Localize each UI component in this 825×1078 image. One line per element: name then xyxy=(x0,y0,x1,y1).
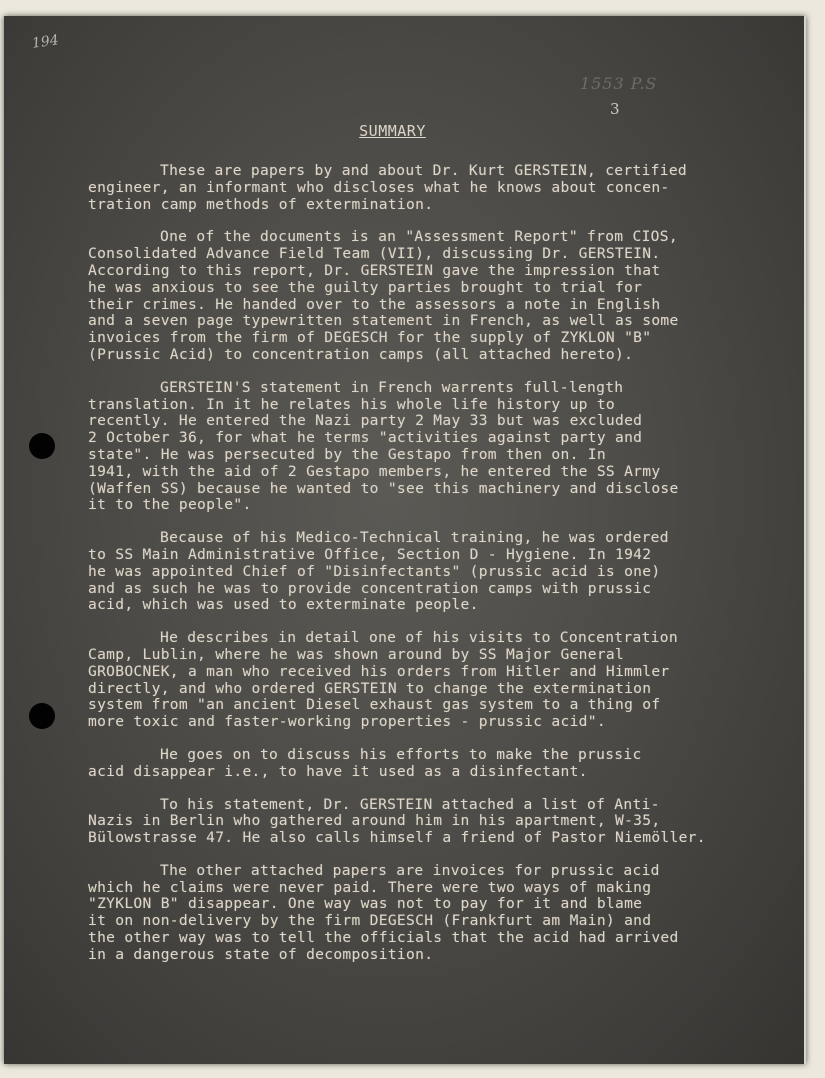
text-line: 1941, with the aid of 2 Gestapo members, he entered the SS Army xyxy=(88,462,661,480)
text-line: These are papers by and about Dr. Kurt GERSTEIN, certified xyxy=(160,162,687,179)
paragraph xyxy=(88,380,788,514)
text-line: He goes on to discuss his efforts to make the prussic xyxy=(160,745,642,763)
paragraph xyxy=(88,630,788,731)
text-line: invoices from the firm of DEGESCH for the supply of ZYKLON "B" xyxy=(88,329,652,347)
text-line: and a seven page typewritten statement in French, as well as some xyxy=(88,312,679,330)
text-line: he was anxious to see the guilty parties brought to trial for xyxy=(88,278,643,296)
text-line: acid, which was used to exterminate people. xyxy=(88,596,479,614)
text-line: to SS Main Administrative Office, Section D - Hygiene. In 1942 xyxy=(88,545,652,563)
text-line: He describes in detail one of his visits to Concentration xyxy=(160,629,678,647)
text-line: Camp, Lublin, where he was shown around by SS Major General xyxy=(88,645,625,663)
text-line: system from "an ancient Diesel exhaust gas system to a thing of xyxy=(88,696,661,714)
paragraph xyxy=(88,229,788,363)
paragraph xyxy=(88,863,788,964)
text-line: One of the documents is an "Assessment Report" from CIOS, xyxy=(160,228,678,246)
text-line: "ZYKLON B" disappear. One way was not to pay for it and blame xyxy=(88,895,643,913)
text-line: and as such he was to provide concentration camps with prussic xyxy=(88,579,652,597)
paragraph xyxy=(88,747,788,781)
text-line: According to this report, Dr. GERSTEIN gave the impression that xyxy=(88,261,661,279)
text-line: the other way was to tell the officials that the acid had arrived xyxy=(88,929,679,947)
text-line: it on non-delivery by the firm DEGESCH (Frankfurt am Main) and xyxy=(88,912,652,930)
text-line: which he claims were never paid. There were two ways of making xyxy=(88,878,652,896)
text-line: 2 October 36, for what he terms "activities against party and xyxy=(88,429,643,447)
punch-hole-lower xyxy=(29,703,55,729)
text-line: GERSTEIN'S statement in French warrents full-length xyxy=(160,378,624,396)
text-line: Nazis in Berlin who gathered around him in his apartment, W-35, xyxy=(88,812,661,830)
paragraph xyxy=(88,163,788,213)
margin-note: 194 xyxy=(31,32,60,52)
text-line: he was appointed Chief of "Disinfectants" (prussic acid is one) xyxy=(88,562,661,580)
text-line: (Prussic Acid) to concentration camps (all attached hereto). xyxy=(88,345,634,363)
text-line: in a dangerous state of decomposition. xyxy=(88,945,434,963)
paragraph xyxy=(88,797,788,847)
paragraph xyxy=(88,530,788,614)
text-line: (Waffen SS) because he wanted to "see this machinery and disclose xyxy=(88,479,679,497)
text-line: To his statement, Dr. GERSTEIN attached a list of Anti- xyxy=(160,795,660,813)
text-line: more toxic and faster-working properties - prussic acid". xyxy=(88,713,606,731)
text-line: state". He was persecuted by the Gestapo from then on. In xyxy=(88,445,606,463)
document-page-mark: 3 xyxy=(610,100,620,118)
text-line: Because of his Medico-Technical training, he was ordered xyxy=(160,529,669,547)
text-line: The other attached papers are invoices for prussic acid xyxy=(160,861,660,879)
text-line: GROBOCNEK, a man who received his orders from Hitler and Himmler xyxy=(88,662,670,680)
text-line: Consolidated Advance Field Team (VII), discussing Dr. GERSTEIN. xyxy=(88,245,661,263)
text-line: their crimes. He handed over to the assessors a note in English xyxy=(88,295,661,313)
document-title: SUMMARY xyxy=(359,122,426,140)
text-line: Bülowstrasse 47. He also calls himself a friend of Pastor Niemöller. xyxy=(88,829,706,847)
text-line: directly, and who ordered GERSTEIN to change the extermination xyxy=(88,679,652,697)
summary-body xyxy=(88,163,788,980)
document-number: 1553 P.S xyxy=(580,74,658,93)
text-line: recently. He entered the Nazi party 2 May 33 but was excluded xyxy=(88,412,643,430)
punch-hole-upper xyxy=(29,433,55,459)
text-line: engineer, an informant who discloses what he knows about concen- xyxy=(88,178,670,196)
text-line: acid disappear i.e., to have it used as a disinfectant. xyxy=(88,762,588,780)
text-line: it to the people". xyxy=(88,496,252,514)
text-line: translation. In it he relates his whole life history up to xyxy=(88,395,615,413)
text-line: tration camp methods of extermination. xyxy=(88,195,434,213)
